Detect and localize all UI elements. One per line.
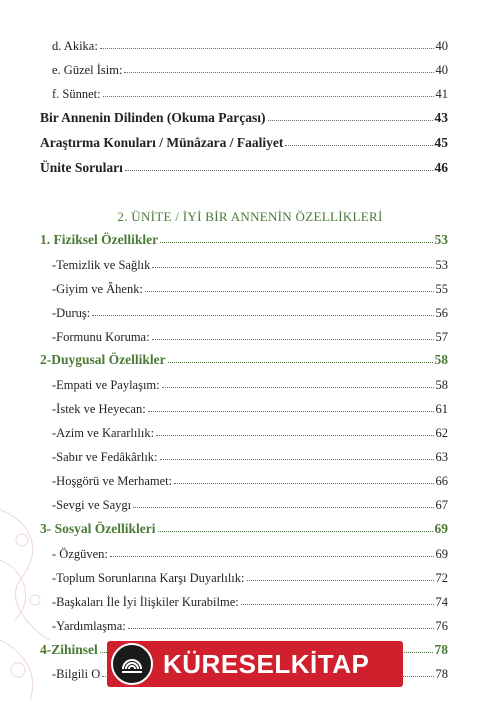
toc-entry-label: -Temizlik ve Sağlık xyxy=(52,258,151,272)
toc-entry-label: e. Güzel İsim: xyxy=(52,63,123,77)
toc-entry-page: 69 xyxy=(435,547,448,561)
toc-entry-page: 78 xyxy=(434,642,448,657)
leader-dots xyxy=(148,401,434,412)
toc-entry-label: - Özgüven: xyxy=(52,547,108,561)
leader-dots xyxy=(110,546,434,557)
toc-entry-label: 3- Sosyal Özellikleri xyxy=(40,521,156,536)
toc-entry-page: 62 xyxy=(435,426,448,440)
toc-entry-label: 4-Zihinsel xyxy=(40,642,98,657)
toc-entry-label: -Sevgi ve Saygı xyxy=(52,498,132,512)
toc-entry-page: 61 xyxy=(435,402,448,416)
toc-entry-page: 76 xyxy=(435,619,448,633)
toc-entry[interactable] xyxy=(40,160,448,176)
toc-entry-label: -Hoşgörü ve Merhamet: xyxy=(52,474,173,488)
toc-entry-page: 69 xyxy=(434,521,448,536)
toc-entry-label: Bir Annenin Dilinden (Okuma Parçası) xyxy=(40,110,266,125)
toc-entry-page: 56 xyxy=(435,306,448,320)
toc-entry-label: -Toplum Sorunlarına Karşı Duyarlılık: xyxy=(52,571,245,585)
toc-entry-page: 67 xyxy=(435,498,448,512)
toc-entry-page: 58 xyxy=(435,378,448,392)
leader-dots xyxy=(152,257,433,268)
toc-entry-page: 46 xyxy=(434,160,448,175)
toc-entry-page: 78 xyxy=(435,667,448,681)
leader-dots xyxy=(103,86,434,97)
leader-dots xyxy=(268,110,433,121)
toc-entry-label: 1. Fiziksel Özellikler xyxy=(40,232,159,247)
toc-entry-page: 40 xyxy=(435,39,448,53)
toc-entry[interactable] xyxy=(52,497,448,513)
publisher-logo-icon xyxy=(111,643,153,685)
leader-dots xyxy=(241,594,434,605)
publisher-name: KÜRESELKİTAP xyxy=(163,648,370,679)
unit-title: 2. ÜNİTE / İYİ BİR ANNENİN ÖZELLİKLERİ xyxy=(117,209,383,224)
toc-entry[interactable] xyxy=(52,86,448,102)
toc-entry-page: 58 xyxy=(434,352,448,367)
toc-entry-page: 57 xyxy=(435,330,448,344)
toc-entry-label: -Başkaları İle İyi İlişkiler Kurabilme: xyxy=(52,595,239,609)
floral-ornament xyxy=(0,480,60,713)
toc-entry-page: 43 xyxy=(434,110,448,125)
leader-dots xyxy=(160,449,434,460)
toc-entry-label: f. Sünnet: xyxy=(52,87,101,101)
leader-dots xyxy=(100,38,434,49)
toc-entry-page: 53 xyxy=(435,258,448,272)
toc-entry[interactable] xyxy=(52,594,448,610)
toc-entry-label: -Bilgili O xyxy=(52,667,101,681)
leader-dots xyxy=(285,135,432,146)
toc-entry-label: -Yardımlaşma: xyxy=(52,619,126,633)
toc-entry-label: -Formunu Koruma: xyxy=(52,330,150,344)
toc-entry[interactable] xyxy=(40,110,448,126)
leader-dots xyxy=(156,425,433,436)
toc-section-entry[interactable] xyxy=(40,352,448,368)
leader-dots xyxy=(162,377,434,388)
leader-dots xyxy=(124,62,433,73)
leader-dots xyxy=(92,305,433,316)
toc-entry[interactable] xyxy=(52,38,448,54)
toc-entry[interactable] xyxy=(52,305,448,321)
toc-entry-label: Ünite Soruları xyxy=(40,160,123,175)
toc-entry[interactable] xyxy=(52,570,448,586)
toc-entry-page: 45 xyxy=(434,135,448,150)
leader-dots xyxy=(174,473,433,484)
toc-entry[interactable] xyxy=(52,401,448,417)
leader-dots xyxy=(128,618,434,629)
toc-entry-page: 40 xyxy=(435,63,448,77)
toc-entry[interactable] xyxy=(52,281,448,297)
leader-dots xyxy=(160,232,432,243)
toc-entry-label: -Empati ve Paylaşım: xyxy=(52,378,160,392)
toc-entry-label: Araştırma Konuları / Münâzara / Faaliyet xyxy=(40,135,284,150)
toc-entry[interactable] xyxy=(52,449,448,465)
toc-entry[interactable] xyxy=(52,62,448,78)
toc-entry-label: -Azim ve Kararlılık: xyxy=(52,426,155,440)
leader-dots xyxy=(125,160,433,171)
toc-entry[interactable] xyxy=(52,546,448,562)
leader-dots xyxy=(247,570,434,581)
leader-dots xyxy=(133,497,433,508)
toc-entry-page: 63 xyxy=(435,450,448,464)
toc-entry-page: 53 xyxy=(434,232,448,247)
toc-entry[interactable] xyxy=(40,135,448,151)
toc-entry[interactable] xyxy=(52,618,448,634)
toc-entry[interactable] xyxy=(52,329,448,345)
toc-section-entry[interactable] xyxy=(40,232,448,248)
toc-entry-page: 55 xyxy=(435,282,448,296)
leader-dots xyxy=(158,521,433,532)
toc-entry-page: 41 xyxy=(435,87,448,101)
leader-dots xyxy=(152,329,434,340)
leader-dots xyxy=(145,281,434,292)
toc-entry-label: -Giyim ve Âhenk: xyxy=(52,282,143,296)
toc-entry[interactable] xyxy=(52,473,448,489)
toc-entry-label: -Sabır ve Fedâkârlık: xyxy=(52,450,158,464)
toc-entry[interactable] xyxy=(52,257,448,273)
toc-section-entry[interactable] xyxy=(40,521,448,537)
toc-entry[interactable] xyxy=(52,425,448,441)
toc-entry-page: 72 xyxy=(435,571,448,585)
toc-entry[interactable] xyxy=(52,377,448,393)
toc-entry-label: -İstek ve Heyecan: xyxy=(52,402,146,416)
leader-dots xyxy=(168,352,433,363)
toc-entry-page: 66 xyxy=(435,474,448,488)
toc-entry-label: -Duruş: xyxy=(52,306,91,320)
toc-entry-label: d. Akika: xyxy=(52,39,98,53)
publisher-watermark xyxy=(107,641,403,687)
toc-entry-page: 74 xyxy=(435,595,448,609)
toc-entry-label: 2-Duygusal Özellikler xyxy=(40,352,166,367)
